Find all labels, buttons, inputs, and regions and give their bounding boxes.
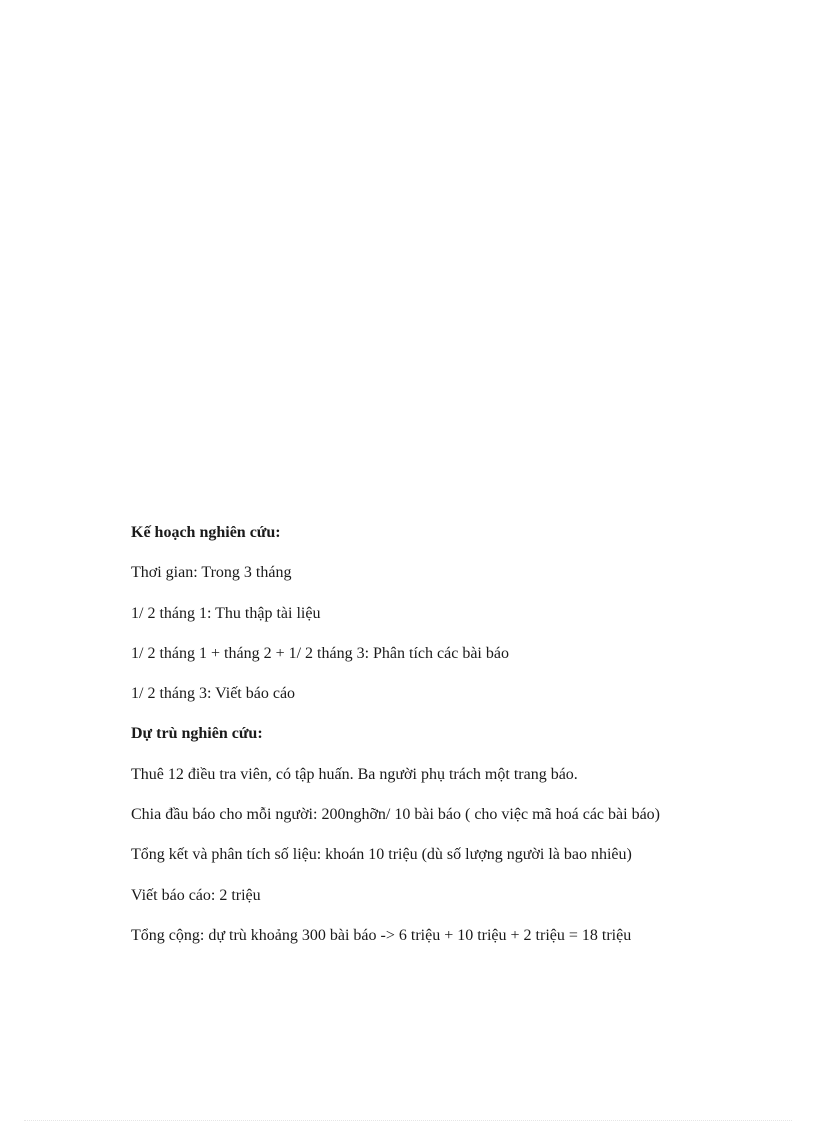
research-budget-heading: Dự trù nghiên cứu: — [131, 725, 263, 743]
page-bottom-divider — [24, 1120, 792, 1121]
schedule-line-collect-materials: 1/ 2 tháng 1: Thu thập tài liệu — [131, 604, 321, 622]
budget-line-per-person: Chia đầu báo cho mỗi người: 200nghỡn/ 10 bài báo ( cho việc mã hoá các bài báo) — [131, 806, 660, 824]
document-body — [131, 521, 771, 964]
schedule-line-analyze-articles: 1/ 2 tháng 1 + tháng 2 + 1/ 2 tháng 3: Phân tích các bài báo — [131, 644, 509, 662]
budget-line-total: Tổng cộng: dự trù khoảng 300 bài báo -> 6 triệu + 10 triệu + 2 triệu = 18 triệu — [131, 926, 632, 944]
budget-line-analysis: Tổng kết và phân tích số liệu: khoán 10 triệu (dù số lượng người là bao nhiêu) — [131, 846, 632, 864]
budget-line-report: Viết báo cáo: 2 triệu — [131, 886, 261, 904]
duration-line: Thơi gian: Trong 3 tháng — [131, 564, 292, 582]
budget-line-surveyors: Thuê 12 điều tra viên, có tập huấn. Ba người phụ trách một trang báo. — [131, 765, 578, 783]
schedule-line-write-report: 1/ 2 tháng 3: Viết báo cáo — [131, 685, 296, 703]
research-plan-heading: Kế hoạch nghiên cứu: — [131, 524, 281, 541]
